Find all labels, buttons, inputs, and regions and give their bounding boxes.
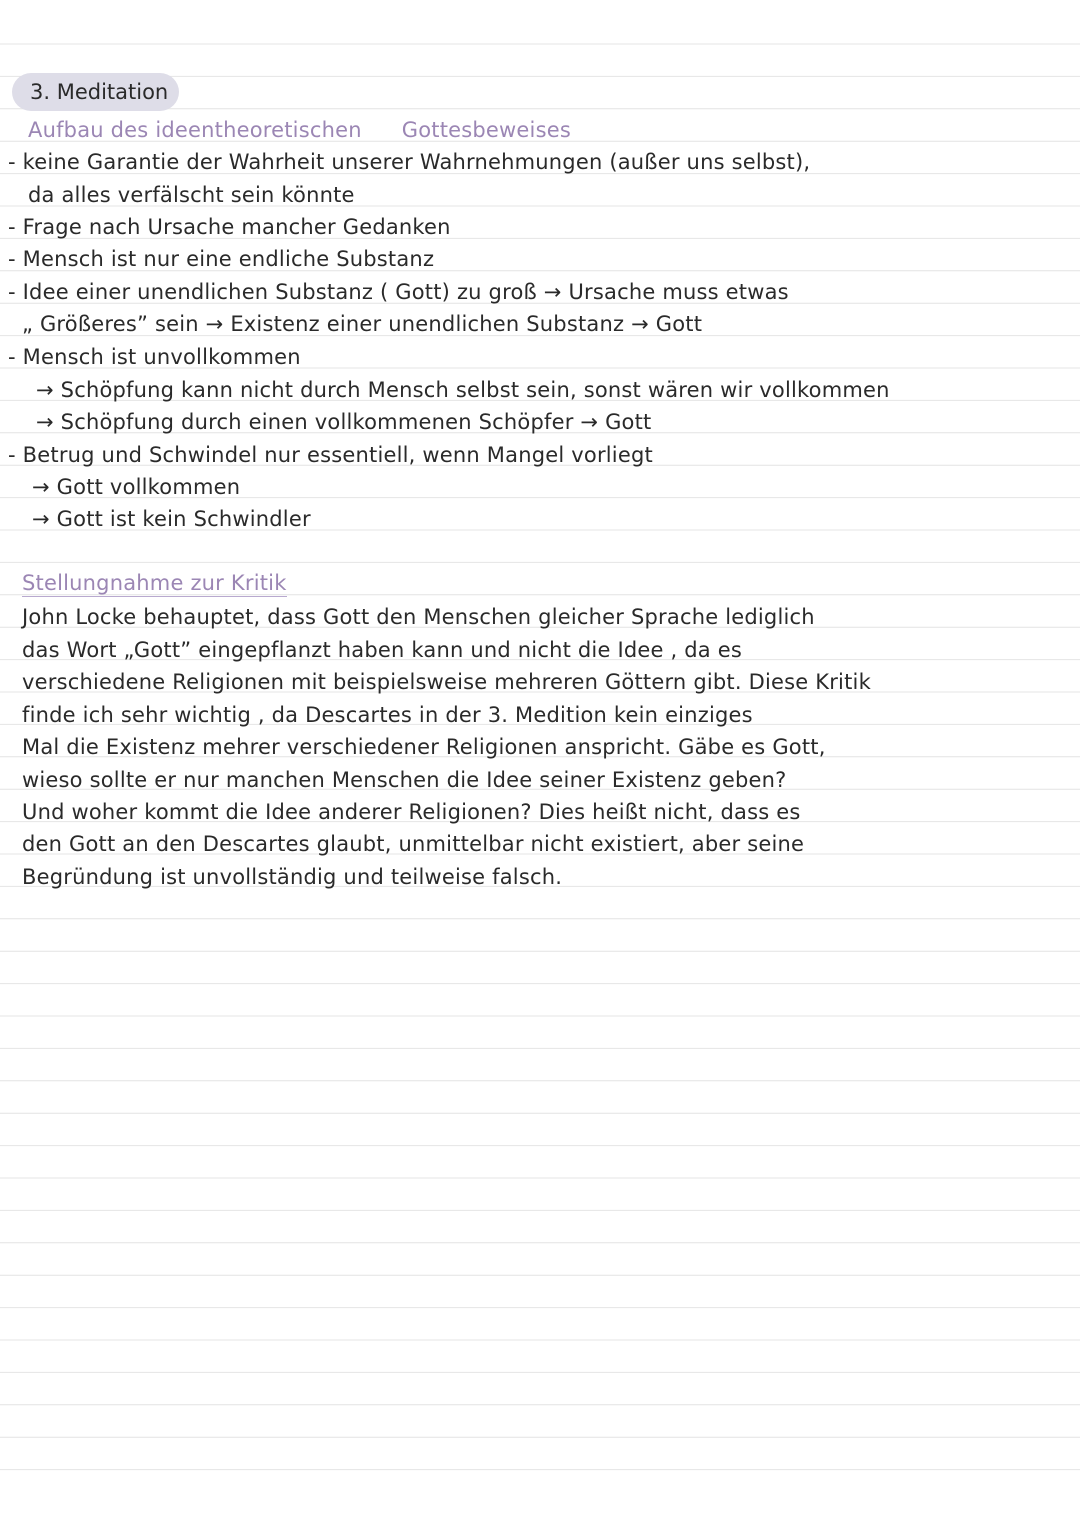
section2-heading: [22, 569, 287, 597]
section2-line: verschiedene Religionen mit beispielsweise mehreren Göttern gibt. Diese Kritik: [22, 670, 871, 694]
section2-line: den Gott an den Descartes glaubt, unmittelbar nicht existiert, aber seine: [22, 832, 805, 856]
section1-heading-part1: Aufbau des ideentheoretischen: [28, 118, 362, 142]
section1-line: → Schöpfung durch einen vollkommenen Schöpfer → Gott: [36, 410, 652, 434]
section2-line: John Locke behauptet, dass Gott den Menschen gleicher Sprache lediglich: [22, 605, 815, 629]
section1-line: - Betrug und Schwindel nur essentiell, wenn Mangel vorliegt: [8, 443, 653, 467]
section1-line: → Schöpfung kann nicht durch Mensch selbst sein, sonst wären wir vollkommen: [36, 378, 890, 402]
section1-line: da alles verfälscht sein könnte: [28, 183, 355, 207]
section1-line: - Frage nach Ursache mancher Gedanken: [8, 215, 451, 239]
section2-line: das Wort „Gott” eingepflanzt haben kann und nicht die Idee , da es: [22, 638, 742, 662]
section1-heading: [28, 116, 571, 144]
section1-heading-part2: Gottesbeweises: [401, 118, 571, 142]
section1-line: → Gott vollkommen: [32, 475, 241, 499]
section1-line: - keine Garantie der Wahrheit unserer Wahrnehmungen (außer uns selbst),: [8, 150, 811, 174]
section2-line: wieso sollte er nur manchen Menschen die Idee seiner Existenz geben?: [22, 768, 787, 792]
section2-line: Begründung ist unvollständig und teilweise falsch.: [22, 865, 563, 889]
section1-line: - Mensch ist unvollkommen: [8, 345, 301, 369]
section2-line: finde ich sehr wichtig , da Descartes in der 3. Medition kein einziges: [22, 703, 753, 727]
section1-line: → Gott ist kein Schwindler: [32, 507, 311, 531]
section1-line: „ Größeres” sein → Existenz einer unendlichen Substanz → Gott: [22, 312, 703, 336]
page-title: 3. Meditation: [30, 80, 169, 104]
section2-heading-text: Stellungnahme zur Kritik: [22, 571, 287, 595]
section2-line: Und woher kommt die Idee anderer Religionen? Dies heißt nicht, dass es: [22, 800, 801, 824]
section2-line: Mal die Existenz mehrer verschiedener Religionen anspricht. Gäbe es Gott,: [22, 735, 826, 759]
section1-line: - Idee einer unendlichen Substanz ( Gott) zu groß → Ursache muss etwas: [8, 280, 789, 304]
section1-line: - Mensch ist nur eine endliche Substanz: [8, 247, 435, 271]
